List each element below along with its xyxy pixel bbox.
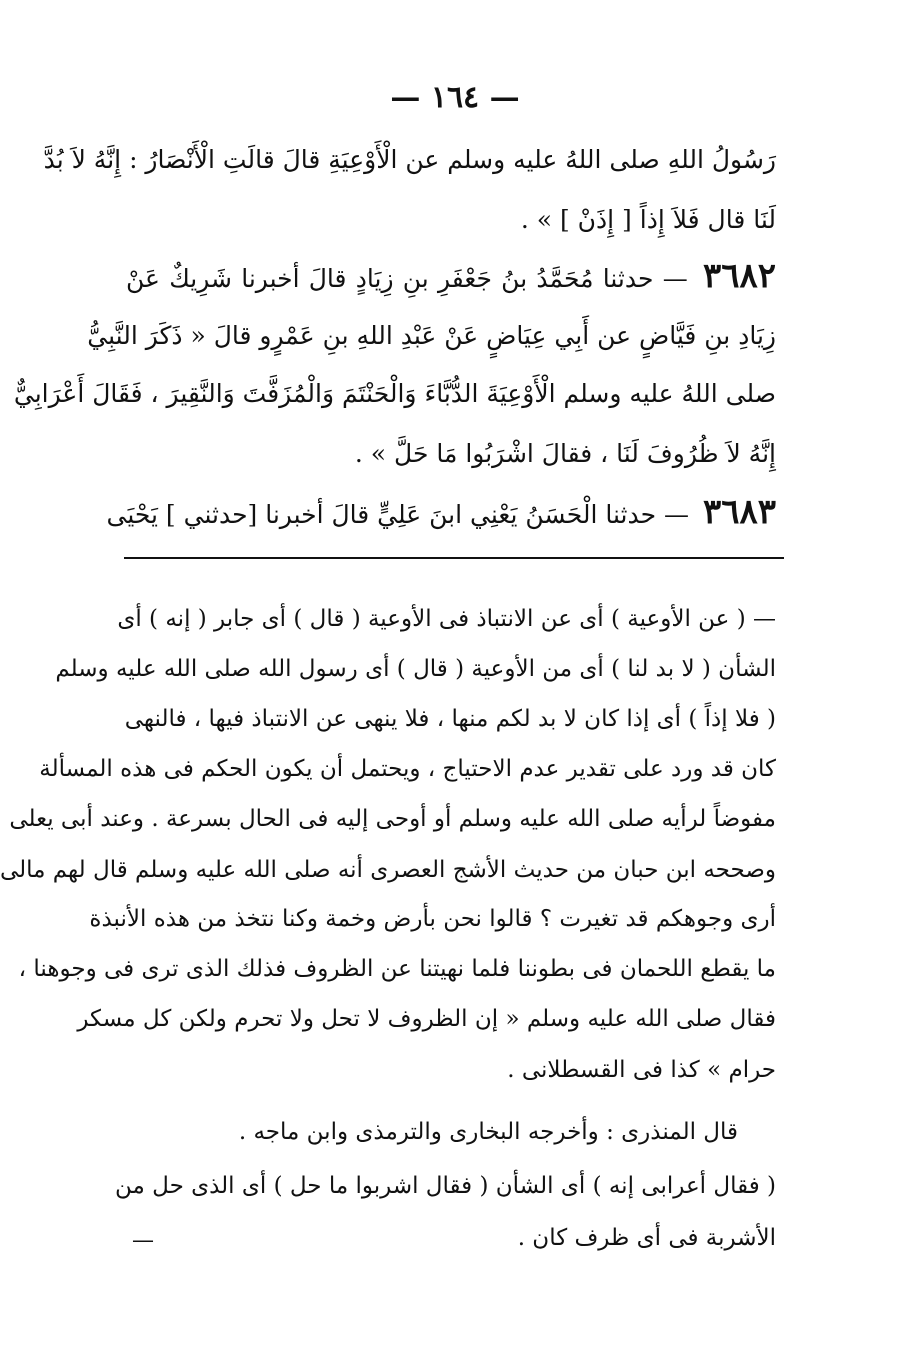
- hadith-line: [87, 310, 776, 362]
- commentary-line: ( فقال أعرابى إنه ) أى الشأن ( فقال اشربوا ما حل ) أى الذى حل من: [115, 1173, 776, 1199]
- hadith-line-text: رَسُولُ اللهِ صلى اللهُ عليه وسلم عن الْأَوْعِيَةِ قالَ قالَتِ الْأَنْصَارُ : إِنَّهُ لاَ بُدَّ: [43, 145, 776, 174]
- hadith-line: [13, 368, 776, 420]
- hadith-line: [126, 250, 776, 302]
- commentary-line: فقال صلى الله عليه وسلم « إن الظروف لا تحل ولا تحرم ولكن كل مسكر: [77, 1006, 776, 1032]
- hadith-line-text: صلى اللهُ عليه وسلم الْأَوْعِيَةَ الدُّبَّاءَ وَالْحَنْتَمَ وَالْمُزَفَّتَ وَالنَّقِيرَ ، فَقَالَ أَعْرَابِيٌّ: [13, 379, 776, 408]
- footnote-divider: [124, 557, 784, 559]
- page-number: — ١٦٤ —: [390, 80, 520, 115]
- commentary-line: وصححه ابن حبان من حديث الأشج العصرى أنه صلى الله عليه وسلم قال لهم مالى: [0, 857, 776, 883]
- hadith-line-text: إِنَّهُ لاَ ظُرُوفَ لَنَا ، فقالَ اشْرَبُوا مَا حَلَّ » .: [354, 439, 776, 468]
- hadith-number: ٣٦٨٣: [702, 492, 776, 532]
- commentary-line: ( فلا إذاً ) أى إذا كان لا بد لكم منها ، فلا ينهى عن الانتباذ فيها ، فالنهى: [124, 706, 776, 732]
- commentary-line: أرى وجوهكم قد تغيرت ؟ قالوا نحن بأرض وخمة وكنا نتخذ من هذه الأنبذة: [89, 906, 776, 932]
- hadith-line: [126, 428, 776, 480]
- commentary-line: حرام » كذا فى القسطلانى .: [507, 1057, 776, 1083]
- hadith-line: [106, 486, 776, 538]
- hadith-line: [126, 194, 776, 246]
- commentary-line: — ( عن الأوعية ) أى عن الانتباذ فى الأوعية ( قال ) أى جابر ( إنه ) أى: [117, 606, 776, 632]
- commentary-line: قال المنذرى : وأخرجه البخارى والترمذى وابن ماجه .: [238, 1119, 738, 1145]
- trailing-dash: —: [132, 1228, 154, 1253]
- commentary-line: ما يقطع اللحمان فى بطوننا فلما نهيتنا عن الظروف فذلك الذى ترى فى وجوهنا ،: [18, 956, 776, 982]
- commentary-line: مفوضاً لرأيه صلى الله عليه وسلم أو أوحى إليه فى الحال بسرعة . وعند أبى يعلى: [9, 806, 776, 832]
- commentary-line: الشأن ( لا بد لنا ) أى من الأوعية ( قال ) أى رسول الله صلى الله عليه وسلم: [55, 656, 776, 682]
- hadith-line-text: — حدثنا مُحَمَّدُ بنُ جَعْفَرِ بنِ زِيَادٍ قالَ أخبرنا شَرِيكٌ عَنْ: [126, 264, 688, 293]
- hadith-number: ٣٦٨٢: [702, 256, 776, 296]
- hadith-line-text: — حدثنا الْحَسَنُ يَعْنِي ابنَ عَلِيٍّ قالَ أخبرنا [حدثني ] يَحْيَى: [106, 500, 689, 529]
- hadith-line: [43, 134, 776, 186]
- hadith-line-text: لَنَا قال فَلاَ إِذاً [ إِذَنْ ] » .: [520, 205, 776, 234]
- commentary-line: الأشربة فى أى ظرف كان .: [517, 1225, 776, 1251]
- hadith-line-text: زِيَادِ بنِ فَيَّاضٍ عن أَبِي عِيَاضٍ عَنْ عَبْدِ اللهِ بنِ عَمْرٍو قالَ « ذَكَرَ النَّبِيُّ: [87, 321, 776, 350]
- commentary-line: كان قد ورد على تقدير عدم الاحتياج ، ويحتمل أن يكون الحكم فى هذه المسألة: [39, 756, 776, 782]
